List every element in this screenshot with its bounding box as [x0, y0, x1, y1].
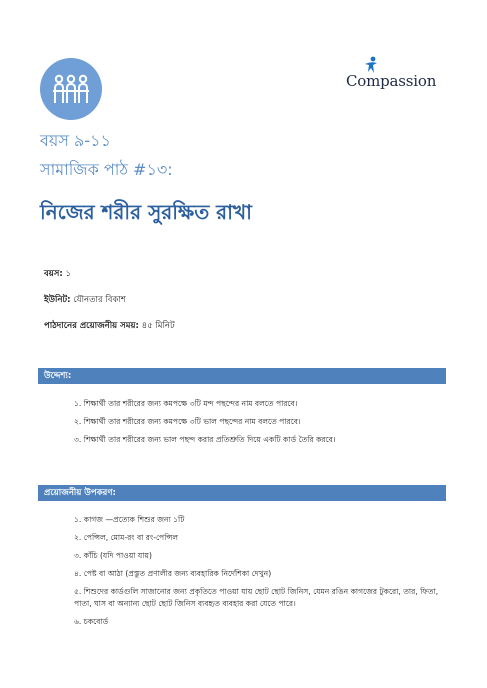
list-item: ২. শিক্ষার্থী তার শরীরের জন্য কমপক্ষে ৩টি ভাল পছন্দের নাম বলতে পারবে।	[74, 417, 301, 426]
meta-unit-label: ইউনিট:	[44, 295, 71, 305]
objectives-list	[74, 398, 444, 446]
meta-unit	[44, 293, 126, 307]
list-item: ৫. শিশুদের কার্ডগুলি সাজানোর জন্য প্রকৃতিতে পাওয়া যায় ছোট ছোট জিনিস, যেমন রঙিন কাগজের টুকরো, তার, ফিতা, পাতা, ঘাস বা অন্যান্য ছোট ছোট জিনিস ব্যবহৃত ব্যবহার করা যেতে পারে।	[74, 587, 439, 608]
meta-time	[44, 319, 175, 333]
age-range-heading: বয়স ৯-১১	[40, 131, 111, 150]
list-item: ২. পেন্সিল, মোম-রং বা রং-পেন্সিল	[74, 533, 179, 542]
compassion-wordmark: Compassion	[346, 72, 437, 90]
materials-heading: প্রয়োজনীয় উপকরণ:	[44, 488, 116, 498]
people-group-graphic	[51, 73, 91, 105]
list-item: ৩. কাঁচি (যদি পাওয়া যায়)	[74, 551, 152, 560]
meta-time-value: ৪৫ মিনিট	[141, 321, 175, 331]
materials-list	[74, 514, 444, 628]
compassion-logo	[346, 56, 446, 94]
meta-age-label: বয়স:	[44, 269, 63, 279]
meta-age	[44, 267, 71, 281]
meta-unit-value: যৌনতার বিকাশ	[73, 295, 126, 305]
materials-heading-bar	[38, 485, 446, 501]
list-item: ১. কাগজ —প্রত্যেক শিশুর জন্য ১টি	[74, 515, 185, 524]
list-item: ১. শিক্ষার্থী তার শরীরের জন্য কমপক্ষে ৩টি মন্দ পছন্দের নাম বলতে পারবে।	[74, 399, 298, 408]
list-item: ৪. পেষ্ট বা আঠা (প্রস্তুত প্রণালীর জন্য ব্যবহারিক নির্দেশিকা দেখুন)	[74, 569, 272, 578]
objectives-heading-bar	[38, 368, 446, 384]
people-group-icon	[40, 58, 102, 120]
lesson-title: নিজের শরীর সুরক্ষিত রাখা	[40, 200, 252, 224]
meta-time-label: পাঠদানের প্রয়োজনীয় সময়:	[44, 321, 139, 331]
list-item: ৬. চকবোর্ড	[74, 617, 109, 626]
lesson-number-heading: সামাজিক পাঠ #১৩:	[40, 160, 173, 179]
list-item: ৩. শিক্ষার্থী তার শরীরের জন্য ভাল পছন্দ করার প্রতিশ্রুতি দিয়ে একটি কার্ড তৈরি করবে।	[74, 435, 336, 444]
objectives-heading: উদ্দেশ্য:	[44, 371, 72, 381]
meta-age-value: ১	[65, 269, 71, 279]
